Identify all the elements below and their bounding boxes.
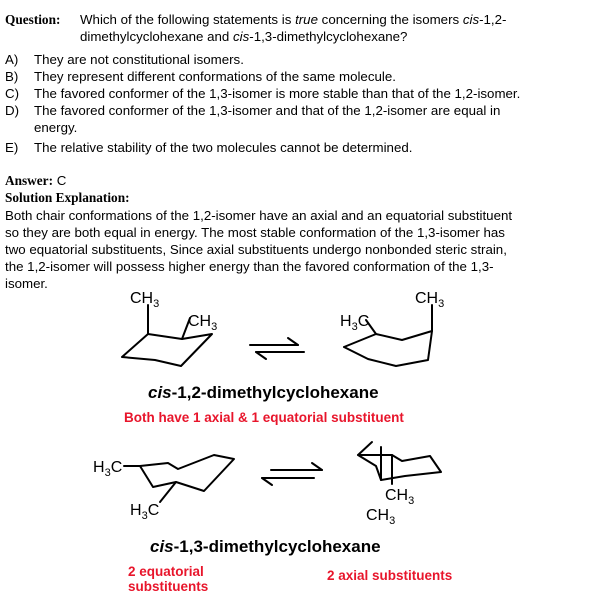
note-equatorial-line1: 2 equatorial — [128, 564, 204, 579]
compound-title-1-2: cis-1,2-dimethylcyclohexane — [148, 383, 379, 402]
note-equatorial-line2: substituents — [128, 579, 209, 594]
h3c-label: $H_3C$ — [340, 313, 370, 333]
question-label: Question: — [5, 12, 61, 27]
option-text: They are not constitutional isomers. — [34, 52, 244, 67]
option-text: The favored conformer of the 1,3-isomer and that of the 1,2-isomer are equal in — [34, 103, 501, 118]
answer-label: Answer: — [5, 173, 54, 188]
ch3-label: $CH_3$ — [385, 487, 415, 507]
explanation-label: Solution Explanation: — [5, 190, 130, 205]
option-letter: B) — [5, 69, 19, 84]
option-text: The relative stability of the two molecules cannot be determined. — [34, 140, 413, 155]
equilibrium-arrows-top — [250, 338, 304, 359]
explanation-line: so they are both equal in energy. The most stable conformation of the 1,3-isomer has — [5, 225, 505, 240]
note-axial: 2 axial substituents — [327, 568, 453, 583]
option-text-cont: energy. — [34, 120, 78, 135]
explanation-line: isomer. — [5, 276, 48, 291]
option-text: The favored conformer of the 1,3-isomer is more stable than that of the 1,2-isomer. — [34, 86, 521, 101]
ch3-label: $CH_3$ — [415, 290, 445, 310]
question-text-line1: Which of the following statements is true concerning the isomers cis-1,2- — [80, 12, 507, 27]
option-letter: E) — [5, 140, 19, 155]
ch3-label: $CH_3$ — [188, 313, 218, 333]
option-letter: D) — [5, 103, 20, 118]
explanation-line: two equatorial substituents, Since axial substituents undergo nonbonded steric strain, — [5, 242, 507, 257]
option-text: They represent different conformations of the same molecule. — [34, 69, 396, 84]
h3c-label: $H_3C$ — [130, 502, 160, 522]
explanation-line: the 1,2-isomer will possess higher energy than the favored conformation of the 1,3- — [5, 259, 494, 274]
compound-title-1-3: cis-1,3-dimethylcyclohexane — [150, 537, 381, 556]
substituent-labels — [93, 290, 444, 527]
explanation-line: Both chair conformations of the 1,2-isomer have an axial and an equatorial substituent — [5, 208, 513, 223]
answer-value: C — [56, 173, 67, 188]
question-text-line2: dimethylcyclohexane and cis-1,3-dimethylcyclohexane? — [80, 29, 408, 44]
option-letter: A) — [5, 52, 19, 67]
chair-1-3-equatorial — [124, 455, 234, 502]
chair-1-3-axial — [358, 442, 441, 484]
ch3-label: $CH_3$ — [130, 290, 160, 310]
note-1-2: Both have 1 axial & 1 equatorial substituent — [124, 410, 404, 425]
ch3-label: $CH_3$ — [366, 507, 396, 527]
option-letter: C) — [5, 86, 20, 101]
h3c-label: $H_3C$ — [93, 459, 123, 479]
equilibrium-arrows-bottom — [262, 463, 322, 485]
